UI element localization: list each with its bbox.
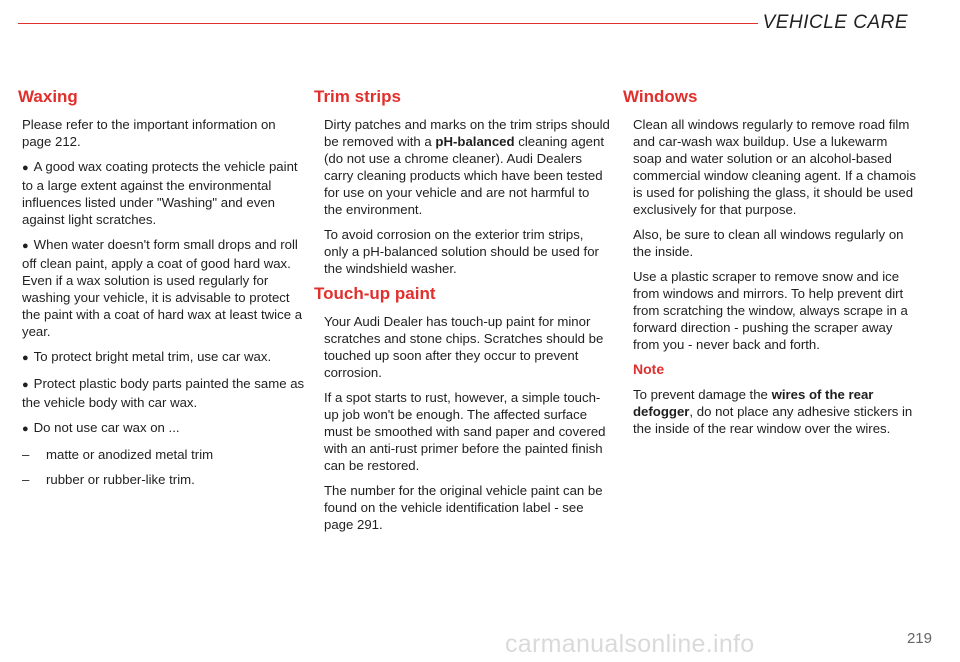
waxing-intro: Please refer to the important information on page 212. (22, 117, 276, 149)
waxing-bullet: ● To protect bright metal trim, use car wax. (22, 349, 272, 364)
trim-paragraph: Dirty patches and marks on the trim strips should be removed with a pH-balanced cleaning agent (do not use a chrome cleaner). Audi Dealers carry cleaning products which have been tested for use on your vehicle and are not harmful to the environment. (324, 117, 610, 217)
note-heading: Note (633, 361, 665, 377)
note-emphasis: wires of the rear defogger (633, 387, 874, 419)
column-waxing (18, 88, 308, 496)
touchup-paragraph: The number for the original vehicle paint can be found on the vehicle identification label - see page 291. (324, 483, 603, 532)
section-title: VEHICLE CARE (762, 12, 908, 33)
waxing-bullet: ● Protect plastic body parts painted the same as the vehicle body with car wax. (22, 376, 305, 410)
windows-heading: Windows (623, 87, 698, 106)
touchup-paragraph: Your Audi Dealer has touch-up paint for minor scratches and stone chips. Scratches should be touched up soon after they occur to prevent corrosion. (324, 314, 604, 380)
waxing-dash-item: – rubber or rubber-like trim. (22, 472, 195, 487)
bullet-icon: ● (22, 423, 29, 435)
dash-icon: – (22, 447, 30, 462)
watermark: carmanualsonline.info (505, 630, 755, 658)
trim-paragraph: To avoid corrosion on the exterior trim strips, only a pH-balanced solution should be used for the windshield washer. (324, 227, 599, 276)
waxing-bullet: ● When water doesn't form small drops and roll off clean paint, apply a coat of good hard wax. Even if a wax solution is used regularly for washing your vehicle, it is advisable to protect the paint with a coat of hard wax at least twice a year. (22, 237, 303, 339)
column-windows (623, 88, 919, 445)
bullet-icon: ● (22, 240, 29, 252)
waxing-bullet: ● A good wax coating protects the vehicle paint to a large extent against the environmental influences listed under "Washing" and even against light scratches. (22, 159, 298, 227)
column-trim-touchup (314, 88, 610, 541)
dash-icon: – (22, 472, 30, 487)
waxing-dash-item: – matte or anodized metal trim (22, 447, 214, 462)
trim-heading: Trim strips (314, 87, 401, 106)
trim-emphasis: pH-balanced (435, 134, 515, 149)
touchup-heading: Touch-up paint (314, 284, 436, 303)
bullet-icon: ● (22, 352, 29, 364)
windows-paragraph: Clean all windows regularly to remove road film and car-wash wax buildup. Use a lukewarm soap and water solution or an alcohol-based commercial window cleaning agent. If a chamois is used for polishing the glass, it should be used exclusively for that purpose. (633, 117, 916, 217)
touchup-paragraph: If a spot starts to rust, however, a simple touch-up job won't be enough. The affected surface must be smoothed with sand paper and covered with an anti-rust primer before the painted finish can be restored. (324, 390, 606, 473)
header-rule (18, 23, 758, 24)
windows-paragraph: Use a plastic scraper to remove snow and ice from windows and mirrors. To help prevent dirt from scratching the window, always scrape in a forward direction - pushing the scraper away from you - never back and forth. (633, 269, 908, 352)
bullet-icon: ● (22, 379, 29, 391)
bullet-icon: ● (22, 162, 29, 174)
waxing-heading: Waxing (18, 87, 78, 106)
page-number: 219 (906, 630, 932, 647)
waxing-bullet: ● Do not use car wax on ... (22, 420, 180, 435)
windows-paragraph: Also, be sure to clean all windows regularly on the inside. (633, 227, 904, 259)
note-paragraph: To prevent damage the wires of the rear defogger, do not place any adhesive stickers in the inside of the rear window over the wires. (633, 387, 913, 436)
